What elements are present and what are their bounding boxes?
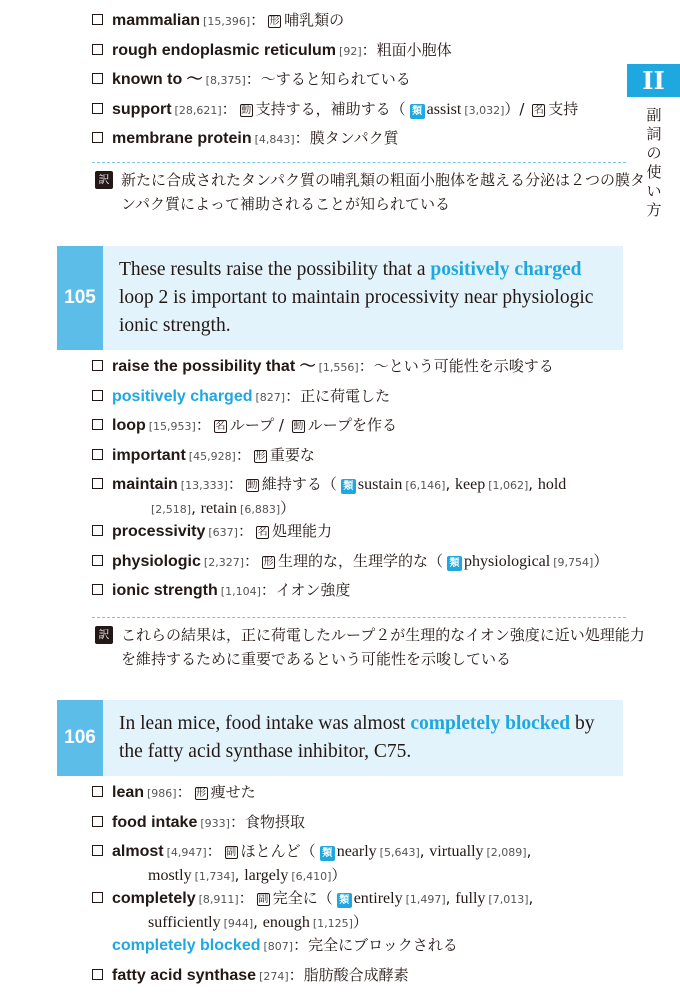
translation: 訳 新たに合成されたタンパク質の哺乳類の粗面小胞体を越える分泌は２つの膜タンパク質によって補助されることが知られている — [95, 168, 653, 216]
pos-tag: 形 — [263, 556, 274, 568]
vocab-entry: mammalian [15,396]： 形 哺乳類の — [92, 9, 632, 39]
vocab-entry: almost [4,947]： 副 ほとんど（ 類 nearly [5,643], virtually [2,089], mostly [1,734], largely [6,410]） — [92, 840, 632, 887]
pos-tag: 形 — [269, 16, 280, 27]
vocab-entry: important [45,928]： 形 重要な — [92, 444, 632, 474]
pos-tag: 副 — [226, 847, 237, 858]
checkbox-icon[interactable] — [92, 478, 103, 489]
vocab-entry: membrane protein [4,843]：膜タンパク質 — [92, 127, 632, 157]
checkbox-icon[interactable] — [92, 14, 103, 25]
pos-tag: 形 — [255, 450, 266, 462]
vocab-entry: food intake [933]：食物摂取 — [92, 811, 632, 841]
checkbox-icon[interactable] — [92, 584, 103, 595]
checkbox-icon[interactable] — [92, 44, 103, 55]
pos-tag: 名 — [533, 104, 544, 116]
vocab-entry-sub: completely blocked [807]：完全にブロックされる — [112, 936, 458, 954]
example-sentence-105 — [57, 246, 623, 350]
chapter-tab: II — [627, 64, 680, 97]
vocab-entry: known to 〜 [8,375]：〜すると知られている — [92, 68, 632, 98]
translation: 訳 これらの結果は，正に荷電したループ２が生理的なイオン強度に近い処理能力を維持するために重要であるという可能性を示唆している — [95, 623, 653, 671]
vocab-entry: loop [15,953]： 名 ループ / 動 ループを作る — [92, 414, 632, 444]
checkbox-icon[interactable] — [92, 525, 103, 536]
vocab-entry: completely [8,911]： 副 完全に（ 類 entirely [1,497], fully [7,013], sufficiently [944], enough [1,125]） — [92, 887, 632, 934]
dashed-divider — [92, 617, 626, 618]
pos-tag: 副 — [258, 894, 269, 905]
pos-tag: 名 — [257, 527, 268, 538]
pos-tag: 名 — [215, 421, 226, 432]
vocab-entry: processivity [637]： 名 処理能力 — [92, 520, 632, 550]
checkbox-icon[interactable] — [92, 419, 103, 430]
vocab-list-106 — [92, 781, 632, 993]
sentence-text: These results raise the possibility that a positively charged loop 2 is important to maintain processivity near physiologic ionic strength. — [119, 259, 594, 336]
synonym-icon: 類 — [410, 104, 425, 119]
vocab-entry: positively charged [827]：正に荷電した — [92, 385, 632, 415]
checkbox-icon[interactable] — [92, 786, 103, 797]
translation-icon: 訳 — [95, 626, 113, 644]
example-sentence-106 — [57, 700, 623, 776]
checkbox-icon[interactable] — [92, 73, 103, 84]
synonym-icon: 類 — [337, 893, 352, 908]
pos-tag: 動 — [293, 421, 304, 432]
checkbox-icon[interactable] — [92, 132, 103, 143]
checkbox-icon[interactable] — [92, 555, 103, 566]
checkbox-icon[interactable] — [92, 845, 103, 856]
vocab-entry: support [28,621]： 動 支持する，補助する（ 類 assist [3,032]）/ 名 支持 — [92, 98, 632, 128]
vocab-entry: physiologic [2,327]： 形 生理的な，生理学的な（ 類 physiological [9,754]） — [92, 550, 632, 580]
pos-tag: 動 — [247, 480, 258, 491]
vocab-entry: rough endoplasmic reticulum [92]：粗面小胞体 — [92, 39, 632, 69]
chapter-label: 副詞の使い方 — [646, 106, 662, 219]
checkbox-icon[interactable] — [92, 390, 103, 401]
checkbox-icon[interactable] — [92, 969, 103, 980]
checkbox-icon[interactable] — [92, 360, 103, 371]
vocab-entry: ionic strength [1,104]：イオン強度 — [92, 579, 632, 609]
checkbox-icon[interactable] — [92, 892, 103, 903]
checkbox-icon[interactable] — [92, 103, 103, 114]
checkbox-icon[interactable] — [92, 816, 103, 827]
synonym-icon: 類 — [341, 479, 356, 494]
sentence-number: 106 — [57, 700, 103, 776]
pos-tag: 動 — [241, 104, 252, 116]
sentence-text: In lean mice, food intake was almost completely blocked by the fatty acid synthase inhibitor, C75. — [119, 713, 595, 762]
pos-tag: 形 — [196, 788, 207, 799]
vocab-entry: raise the possibility that 〜 [1,556]：〜という可能性を示唆する — [92, 355, 632, 385]
checkbox-icon[interactable] — [92, 449, 103, 460]
vocab-entry: lean [986]： 形 痩せた — [92, 781, 632, 811]
vocab-list-top — [92, 9, 632, 157]
vocab-entry: maintain [13,333]： 動 維持する（ 類 sustain [6,146], keep [1,062], hold [2,518], retain [6,883]） — [92, 473, 632, 520]
synonym-icon: 類 — [447, 556, 462, 571]
dashed-divider — [92, 162, 626, 163]
translation-icon: 訳 — [95, 171, 113, 189]
vocab-list-105 — [92, 355, 632, 609]
vocab-entry: fatty acid synthase [274]：脂肪酸合成酵素 — [92, 964, 632, 994]
synonym-icon: 類 — [320, 846, 335, 861]
sentence-number: 105 — [57, 246, 103, 350]
